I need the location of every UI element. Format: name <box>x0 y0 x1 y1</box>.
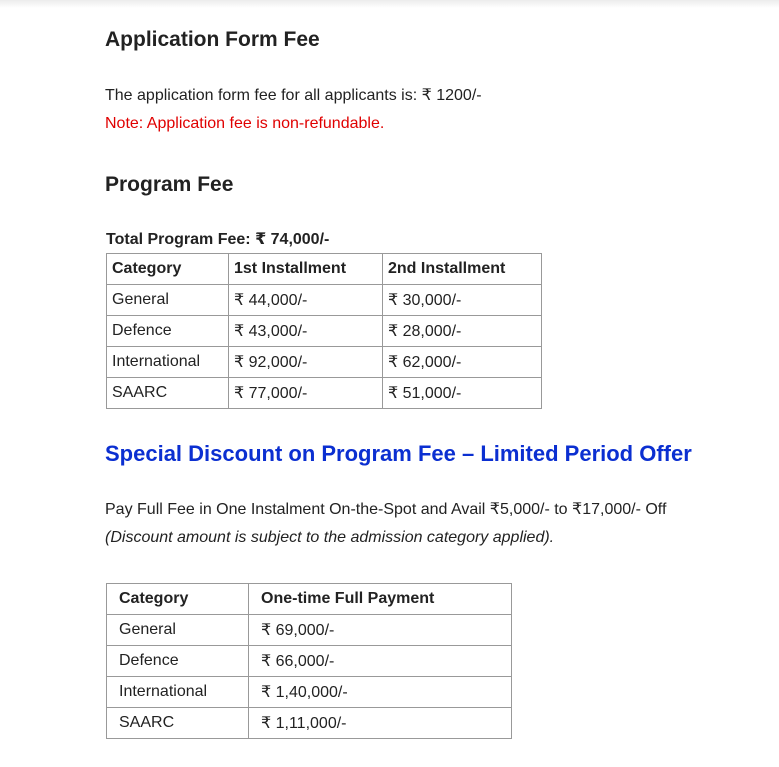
discount-disclaimer: (Discount amount is subject to the admission category applied). <box>105 529 555 546</box>
table-row <box>107 615 512 646</box>
table-cell: ₹ 69,000/- <box>249 615 512 646</box>
table-cell: ₹ 44,000/- <box>229 285 383 316</box>
table-cell: ₹ 1,11,000/- <box>249 708 512 739</box>
table-header-cell: Category <box>107 584 249 615</box>
table-cell: ₹ 92,000/- <box>229 347 383 378</box>
table-cell: SAARC <box>107 708 249 739</box>
non-refundable-note: Note: Application fee is non-refundable. <box>105 115 385 132</box>
table-cell: SAARC <box>107 378 229 409</box>
table-header-cell: 1st Installment <box>229 254 383 285</box>
application-form-fee-heading: Application Form Fee <box>105 28 320 51</box>
table-row <box>107 708 512 739</box>
table-row <box>107 347 542 378</box>
table-cell: Defence <box>107 316 229 347</box>
top-shadow <box>0 0 779 8</box>
table-row <box>107 378 542 409</box>
program-fee-heading: Program Fee <box>105 173 234 196</box>
application-fee-text: The application form fee for all applicants is: ₹ 1200/- <box>105 87 482 104</box>
table-header-cell: 2nd Installment <box>383 254 542 285</box>
table-cell: International <box>107 347 229 378</box>
table-cell: General <box>107 285 229 316</box>
table-cell: International <box>107 677 249 708</box>
table-cell: Defence <box>107 646 249 677</box>
table-row <box>107 316 542 347</box>
program-fee-table <box>106 253 542 409</box>
table-row <box>107 285 542 316</box>
table-cell: ₹ 77,000/- <box>229 378 383 409</box>
table-cell: ₹ 30,000/- <box>383 285 542 316</box>
special-discount-heading: Special Discount on Program Fee – Limited Period Offer <box>105 441 692 466</box>
table-cell: ₹ 28,000/- <box>383 316 542 347</box>
discount-fee-table <box>106 583 512 739</box>
table-cell: General <box>107 615 249 646</box>
table-row <box>107 646 512 677</box>
table-header-cell: Category <box>107 254 229 285</box>
table-cell: ₹ 62,000/- <box>383 347 542 378</box>
table-header-row <box>107 254 542 285</box>
table-header-cell: One-time Full Payment <box>249 584 512 615</box>
table-header-row <box>107 584 512 615</box>
discount-offer-text: Pay Full Fee in One Instalment On-the-Spot and Avail ₹5,000/- to ₹17,000/- Off <box>105 501 667 518</box>
table-cell: ₹ 66,000/- <box>249 646 512 677</box>
table-cell: ₹ 51,000/- <box>383 378 542 409</box>
table-row <box>107 677 512 708</box>
total-program-fee: Total Program Fee: ₹ 74,000/- <box>106 231 330 248</box>
table-cell: ₹ 1,40,000/- <box>249 677 512 708</box>
table-cell: ₹ 43,000/- <box>229 316 383 347</box>
